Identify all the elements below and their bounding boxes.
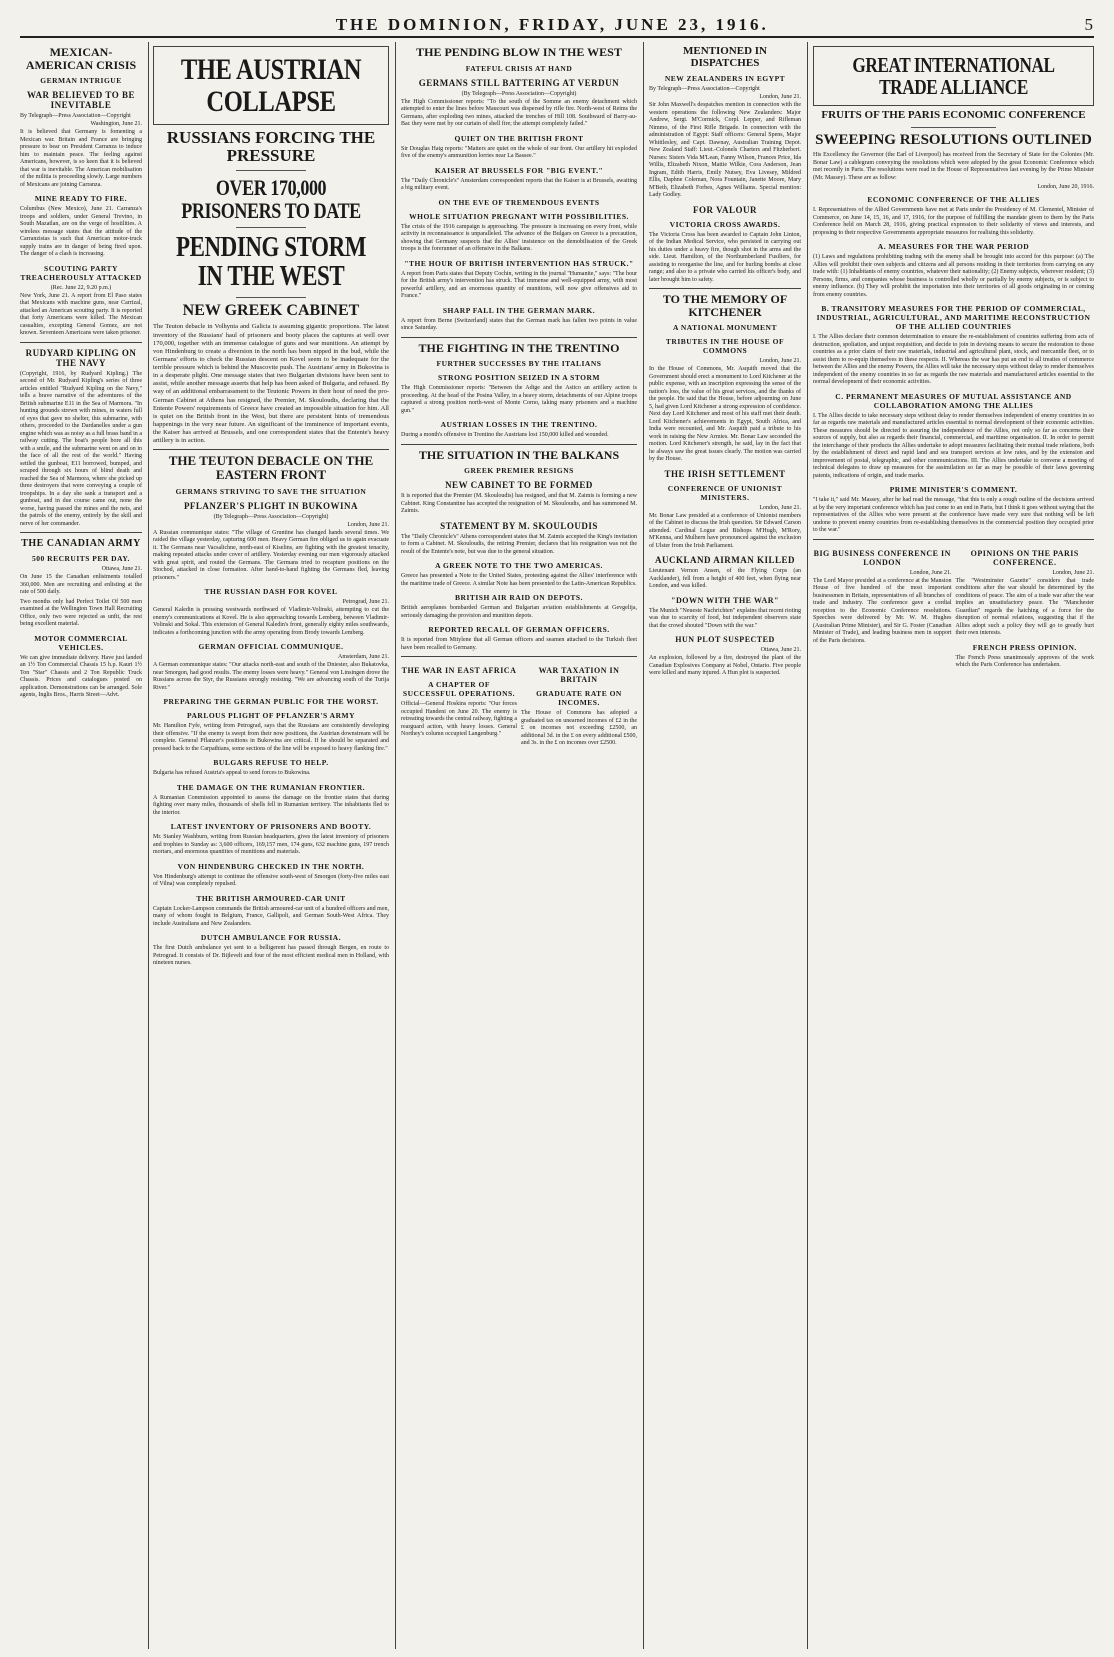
article-text: A Russian communique states: "The village of Gruntine has changed hands several times. We raided the village yesterday, capturing 600 men. Heavy German fire obliged us to again evacuate it. The Germans near Vacsalichne, north-east of Kiselins, are fighting with the greatest tenacity, making repeated attacks under cover of artillery. Yesterday evening our men vigorously attacked with great spirit, and routed the Germans. The Germans tried to recapture positions on the Stochod, attacked in close formation. After hand-to-hand fighting the Germans fled, leaving prisoners." — [153, 529, 389, 581]
subhead: AUSTRIAN LOSSES IN THE TRENTINO. — [440, 420, 598, 430]
subhead: FATEFUL CRISIS AT HAND — [465, 63, 573, 73]
divider — [20, 342, 142, 343]
column-pending-blow — [401, 42, 637, 1649]
article-text: A Rumanian Commission appointed to assess the damage on the frontier states that during fighting over many miles, thousands of shells fell in Rumanian territory. The inhabitants fled to the interior. — [153, 794, 389, 816]
subhead: SCOUTING PARTY TREACHEROUSLY ATTACKED — [20, 263, 142, 282]
dateline: London, June 21. — [909, 569, 952, 576]
dateline: London, June 21. — [759, 358, 801, 365]
subhead: C. PERMANENT MEASURES OF MUTUAL ASSISTANCE AND COLLABORATION AMONG THE ALLIES — [835, 391, 1072, 410]
subhead: A CHAPTER OF SUCCESSFUL OPERATIONS. — [402, 680, 516, 699]
article-text: It is reported that the Premier (M. Skouloudis) has resigned, and that M. Zaimis is forming a new Cabinet. King Constantine has accepted the resignation of M. Skouloudis, and has summoned M. Zaimis. — [401, 493, 637, 515]
article-text: A report from Berne (Switzerland) states that the German mark has fallen two points in value since Saturday. — [401, 317, 637, 332]
dateline: (Rec. June 22, 9.20 p.m.) — [50, 284, 112, 291]
headline-russians: RUSSIANS FORCING THE PRESSURE — [166, 128, 376, 165]
article-text: The High Commissioner reports: "To the south of the Somme an enemy detachment which attempted to enter the lines before Maucourt was dispersed by rifle fire. North-west of Reims the Germans, after exploding two mines, attacked the trenches of Hill 108. Southward of Barry-au-Bac they were met by our curtain of shell fire; the attempt completely failed." — [401, 98, 637, 128]
byline: By Telegraph—Press Association—Copyright — [20, 113, 131, 120]
subhead: GERMANS STILL BATTERING AT VERDUN — [418, 77, 620, 88]
dateline: London, June 21. — [347, 521, 389, 528]
article-text: General Kaledin is pressing westwards northward of Vladimir-Volinski, attempting to cut the enemy's communications at Kovel. He is also approaching towards Lemberg, between Vladimir-Volinski and Sokal. This extension of General Kaledin's front, generally eighty miles southwards, indicates a forthcoming junction with the army operating from Brody towards Lemberg. — [153, 607, 389, 636]
subhead: QUIET ON THE BRITISH FRONT — [454, 133, 584, 143]
article-text: Sir Douglas Haig reports: "Matters are quiet on the whole of our front. Our artillery hit exploded five of the enemy's ammunition lorries near La Bassee." — [401, 145, 637, 160]
column-rule — [643, 42, 644, 1649]
masthead-title: THE DOMINION, FRIDAY, JUNE 23, 1916. — [335, 15, 769, 34]
subhead: THE CANADIAN ARMY — [21, 538, 141, 550]
article-text: The crisis of the 1916 campaign is approaching. The pressure is increasing on every front, while activity in reconnaissance is unparalleled. The advance of the Bulgars on Greece is a precaution, showing that Germany suspects that the Allies' insistence on the demobilisation of the Greek troops is the forerunner of an offensive in the Balkans. — [401, 223, 637, 253]
dateline: Ottawa, June 21. — [760, 647, 801, 654]
headline-paris-conference: FRUITS OF THE PARIS ECONOMIC CONFERENCE — [821, 109, 1086, 122]
divider — [236, 297, 307, 298]
subhead: FRENCH PRESS OPINION. — [972, 642, 1077, 652]
subhead: GREEK PREMIER RESIGNS — [464, 466, 574, 476]
subhead: THE BRITISH ARMOURED-CAR UNIT — [196, 893, 346, 903]
article-text: The first Dutch ambulance yet sent to a belligerent has passed through Bergen, en route to Petrograd. It consists of Dr. Bijlevelt and four of the most efficient medical men in Holland, with nineteen nurses. — [153, 945, 389, 967]
opinions-article — [956, 544, 1095, 672]
article-text: The "Daily Chronicle's" Athens correspondent states that M. Zaimis accepted the King's invitation to form a Cabinet. M. Skouloudis, the retiring Premier, declares that his resignation was not the result of the Entente's note, but was due to the general situation. — [401, 533, 637, 555]
article-text: Von Hindenburg's attempt to continue the offensive south-west of Smorgon (forty-five miles east of Vilna) was completely repulsed. — [153, 873, 389, 888]
article-text: Mr. Bonar Law presided at a conference of Unionist members of the Cabinet to discuss the Irish question. Sir Edward Carson attended. Cardinal Logue and Bishops M'Hugh, M'Rory, M'Kenna, and Mulhern have pronounced against the exclusion of Ulster from the Irish Parliament. — [649, 512, 801, 549]
subhead: "DOWN WITH THE WAR" — [671, 595, 779, 605]
byline: By Telegraph—Press Association—Copyright — [649, 86, 760, 93]
subhead: MOTOR COMMERCIAL VEHICLES. — [34, 633, 128, 652]
subhead: AUCKLAND AIRMAN KILLED — [654, 555, 795, 566]
dateline: Ottawa, June 21. — [101, 566, 142, 573]
article-text: An explosion, followed by a fire, destroyed the plant of the Canadian Explosives Company at Nobel, Ontario. Five people were killed and many injured. A Hun plot is suspected. — [649, 655, 801, 677]
subhead: PREPARING THE GERMAN PUBLIC FOR THE WORST. — [163, 697, 379, 707]
subhead: DUTCH AMBULANCE FOR RUSSIA. — [200, 933, 342, 943]
subhead: REPORTED RECALL OF GERMAN OFFICERS. — [428, 625, 610, 635]
article-text: (Copyright, 1916, by Rudyard Kipling.) The second of Mr. Rudyard Kipling's series of three articles entitled "Rudyard Kipling on the Navy," tells a brave narrative of the adventures of the British submarine E11 in the Sea of Marmora. "In hunting grounds strewn with mines, in waters full of eyes that gave no shelter, this submarine, with others, proceeded to the Dardanelles under a gun engine which was as noisy as a full brass band in a railway cutting. The boat's people bore all this with a smile, and the submarine went on and on in the face of all the rest of the world." Having settled the gunboat, E11 borrowed, bumped, and scraped through six hours of blind death and reached the Sea of Marmora, where she picked up three destroyers that were conveying a couple of troopships. In a day she sank a transport and a gunboat, and in due course came out, none the worse, having passed the mines and the nets, and the patrols of the enemy, entirely by the skill and nerve of her commander. — [20, 370, 142, 527]
subhead: FOR VALOUR — [693, 204, 757, 215]
article-text: In the House of Commons, Mr. Asquith moved that the Government should erect a monument to Lord Kitchener at the public expense, with an inscription expressing the sense of the nation's loss, the value of his great services, and the thanks of the people. He said that the House, before adjourning on June 5, had given Lord Kitchener a strong expression of confidence. Next day Lord Kitchener and most of his staff met their death. Lord Kitchener's achievements in Egypt, South Africa, and India were recounted, and Mr. Asquith paid a tribute to his work in raising the New Armies. Mr. Bonar Law seconded the motion. Lord Kitchener's strength, he said, lay in the fact that he always saw the great issues clearly. The motion was carried by the House. — [649, 366, 801, 463]
dateline: Amsterdam, June 21. — [338, 654, 389, 661]
subhead: ECONOMIC CONFERENCE OF THE ALLIES — [867, 195, 1040, 205]
subhead: A. MEASURES FOR THE WAR PERIOD — [877, 242, 1030, 252]
article-text: Greece has presented a Note to the United States, protesting against the Allies' interference with the maritime trade of Greece. A similar Note has been presented to the Latin-American Republics. — [401, 573, 637, 587]
headline-pending-blow: THE PENDING BLOW IN THE WEST — [416, 45, 622, 59]
divider — [236, 227, 307, 228]
east-africa-article — [401, 661, 517, 750]
divider — [813, 539, 1094, 540]
subhead: LATEST INVENTORY OF PRISONERS AND BOOTY. — [170, 822, 372, 832]
headline-pending-storm: PENDING STORM IN THE WEST — [175, 231, 367, 293]
article-text: I. The Allies declare their common determination to ensure the re-establishment of countries suffering from acts of destruction, spoliation, and unjust requisition, and decide to join in devising means to secure the restoration to those countries as a prior claim of their raw materials, industrial and agricultural plant, stock, and mercantile fleet, or to assist them to re-equip themselves in these respects. II. Whereas the war has put an end to all treaties of commerce between the Allies and the enemy Powers, the Allies will take the necessary steps without delay to render themselves independent of the enemy countries in so far as regards the raw materials and manufactured articles essential to the normal development of their economic activities. — [813, 334, 1094, 386]
subhead: THE RUSSIAN DASH FOR KOVEL — [204, 587, 338, 597]
subhead: BULGARS REFUSE TO HELP. — [213, 758, 329, 768]
subhead: A GREEK NOTE TO THE TWO AMERICAS. — [435, 561, 603, 571]
article-text: The Munich "Neueste Nachrichten" explains that recent rioting was due to scarcity of food, but independent observers state that the crowd shouted "Down with the war." — [649, 607, 801, 629]
divider — [401, 656, 637, 657]
subhead: THE IRISH SETTLEMENT — [664, 468, 786, 479]
article-text: I. Representatives of the Allied Governments have met at Paris under the Presidency of M. Clementel, Minister of Commerce, on June 14, 15, 16, and 17, 1916, for the purpose of fulfilling the mandate given to them by the Paris Conference held on March 28, 1916, giving practical expression to their solidarity of views and interests, and proposing to their respective Governments appropriate measures for realising this solidarity. — [813, 207, 1094, 236]
article-text: The Lord Mayor presided at a conference at the Mansion House of five hundred of the most important businessmen in Britain, representatives of all branches of trade and industry. The conference gave a cordial reception to the Economic Conference resolutions. Speeches were delivered by Mr. W. M. Hughes (Australian Prime Minister), and Sir G. Foster (Canadian Minister of Trade), and leading business men in support of the Paris decisions. — [813, 577, 952, 644]
article-text: The French Press unanimously approves of the work which the Paris Conference has undertaken. — [955, 654, 1094, 669]
column-rule — [148, 42, 149, 1649]
subhead: HUN PLOT SUSPECTED — [675, 635, 775, 645]
headline-trentino: THE FIGHTING IN THE TRENTINO — [418, 340, 620, 355]
article-text: The High Commissioner reports: "Between the Adige and the Astico an artillery action is proceeding. At the head of the Posina Valley, in a heavy storm, detachments of our Alpine troops captured a strong position north-west of Monte Corno, taking many prisoners and a machine gun." — [401, 385, 637, 414]
headline-mexican-crisis: MEXICAN-AMERICAN CRISIS — [25, 45, 137, 72]
subhead: VON HINDENBURG CHECKED IN THE NORTH. — [177, 861, 365, 871]
headline-austrian-collapse: THE AUSTRIAN COLLAPSE — [180, 53, 362, 118]
article-text: The "Daily Chronicle's" Amsterdam correspondent reports that the Kaiser is at Brussels, awaiting a big military event. — [401, 177, 637, 192]
advertisement-text: We can give immediate delivery. Have just landed an 1½ Ton Commercial Chassis 15 h.p. Kauri 1½ Ton "Star" Chassis and 2 Ton Republic Truck Chassis. Prices and catalogues posted on application. Demonstrations can be arranged. Sole agents, Inglis Bros., Harris Street—Advt. — [20, 654, 142, 699]
article-text: Official—General Hoskins reports: "Our forces occupied Handeni on June 20. The enemy is retreating towards the central railway, fighting a rearguard action, with heavy losses. General Northey's column occupied Langenburg." — [401, 701, 517, 738]
subhead: OPINIONS ON THE PARIS CONFERENCE. — [970, 548, 1079, 567]
subhead: A NATIONAL MONUMENT — [673, 323, 777, 333]
subhead: 500 RECRUITS PER DAY. — [32, 554, 130, 564]
subhead: PFLANZER'S PLIGHT IN BUKOWINA — [183, 500, 359, 511]
article-text: "I take it," said Mr. Massey, after he had read the message, "that this is only a rough outline of the decisions arrived at by the very important conference which has just come to an end in Paris, but I think it goes without saying that the representatives of the Allies who were present at the conference have made very sure that nothing will be left undone to prevent enemy countries from re-establishing themselves in the commercial position they occupied prior to the war." — [813, 497, 1094, 534]
article-text: The Victoria Cross has been awarded to Captain John Linton, of the Indian Medical Service, who persisted in carrying out his duties under a heavy fire, though shot in the arms and the side. Lieut. Hamilton, of the Northumberland Fusiliers, for assisting to reorganise the line, and for hurling bombs at close range; and also to a private who carried his officer's body, and later brought him to safety. — [649, 231, 801, 283]
byline: (By Telegraph—Press Association—Copyright) — [213, 513, 329, 520]
subhead: GERMANS STRIVING TO SAVE THE SITUATION — [175, 486, 367, 496]
column-rule — [395, 42, 396, 1649]
article-text: It is believed that Germany is fomenting a Mexican war. Britain and France are bringing pressure to bear on President Carranza to induce him to maintain peace. The feeling against Americans, however, is so keen that it is believed that war is inevitable. The American mobilisation of the militia is proceeding slowly. Large numbers of Mexicans are joining Carranza. — [20, 129, 142, 188]
subhead: NEW ZEALANDERS IN EGYPT — [664, 74, 786, 84]
article-text: The Teuton debacle in Volhynia and Galicia is assuming gigantic proportions. The latest inventory of the Russians' haul of prisoners and booty places the captures at well over 170,000, together with an immense catalogue of guns and war munitions. An attempt by von Hindenburg to create a diversion in the north has been nipped in the bud, while the Germans' efforts to check the Russian descent on Kovel seem to be inadequate for the terrible pressure which is behind the Muscovite push. The Austrians' army in Bukovina is in a desperate plight. One message states that two Bulgarian divisions have been sent to assist, while another message asserts that help has been asked of Bulgaria, and refused. By way of an additional embarrassment to the Teutonic Powers in their hour of need the pro-German Cabinet at Athens has resigned, the Premier, M. Skouloudis, declaring that the Entente Powers' requirements of Greece have created an impossible situation for him. All is quiet on the British front in the West, but there are persistent hints of tremendous happenings in the very near future. An significant of the imminence of important events, the Kaiser has arrived at Brussels, and one correspondent states that the Entente's heavy artillery is in action. — [153, 323, 389, 445]
article-text: Two months only had Perfect Toilet Of 500 men examined at the Wellington Town Hall Recruiting Office, only two were rejected as unfit, the rest being excellent material. — [20, 598, 142, 628]
column-mexican-crisis — [20, 42, 142, 1649]
headline-box — [813, 46, 1094, 106]
subhead: "THE HOUR OF BRITISH INTERVENTION HAS STRUCK." — [404, 258, 634, 268]
subhead: SHARP FALL IN THE GERMAN MARK. — [442, 305, 596, 315]
column-austrian-collapse — [153, 42, 389, 1649]
divider — [236, 170, 307, 171]
masthead — [20, 14, 1094, 38]
article-text: Sir John Maxwell's despatches mention in connection with the western operations the following New Zealanders: Major Andrew, Sergt. M'Cormick, Corpl. Lepper, and Rifleman Nimmo, of the First Rifle Brigade. In connection with the administration of Egypt: Staff officers: General Spens, Major Whittlesley, and Capt. Dawnay, Australian Training Depot. New Zealand Staff: Lieut.-Colonels Charters and Fitzherbert. Nurses: Sisters Vida M'Lean, Fanny Wilson, Frances Price, Ida Willis, Elizabeth Nixon, Mattie Wilkie, Cora Anderson, Jean Ingram, Edith Harris, Emily Nutsey, Eva Livesey, Mildred Ellis, Daphne Coleman, Nora Fountain, Janette Moore, Mary M'Beth, Elizabeth Forbes, Agnes Williams. Special mention: Lady Godley. — [649, 102, 801, 199]
article-text: A report from Paris states that Deputy Cochin, writing in the journal "Humanite," says: "The hour for the British army's intervention has struck. That immense and well-equipped army, with most powerful artillery, and an enormous quantity of munitions, will now give offensives aid to France." — [401, 270, 637, 300]
article-text: British aeroplanes bombarded German and Bulgarian aviation establishments at Gevgelija, seriously damaging the provision and munition depots. — [401, 605, 637, 619]
subhead: THE DAMAGE ON THE RUMANIAN FRONTIER. — [176, 782, 366, 792]
subhead: STRONG POSITION SEIZED IN A STORM — [437, 373, 601, 383]
divider — [153, 449, 389, 450]
divider — [911, 127, 995, 128]
divider — [20, 532, 142, 533]
headline-dispatches: MENTIONED IN DISPATCHES — [682, 45, 768, 69]
subhead: MINE READY TO FIRE. — [34, 194, 128, 204]
article-text: Lieutenant Vernon Ansen, of the Flying Corps (an Aucklander), fell from a height of 400 feet, when flying near London, and was killed. — [649, 568, 801, 590]
subhead: ON THE EVE OF TREMENDOUS EVENTS — [438, 197, 600, 207]
subhead: WHOLE SITUATION PREGNANT WITH POSSIBILITIES. — [409, 211, 629, 221]
subhead: NEW CABINET TO BE FORMED — [445, 480, 593, 491]
subhead: WAR BELIEVED TO BE INEVITABLE — [27, 90, 135, 111]
subhead: BRITISH AIR RAID ON DEPOTS. — [455, 593, 583, 603]
article-text: I. The Allies decide to take necessary steps without delay to render themselves independent of enemy countries in so far as regards raw materials and manufactured articles essential to normal development of their economic activities. These measures should be directed to assuring the independence of the Allies, not only so far as concerns their sources of supply, but also as regards their financial, commercial, and maritime organisation. II. In order to permit the interchange of their products the Allies undertake to adopt measures facilitating their mutual trade relations, both by the establishment of direct and rapid land and sea transport services at low rates, and by the extension and improvement of postal, telegraphic, and other communications. III. The Allies undertake to convene a meeting of technical delegates to draw up measures for the assimilation so far as may be possible of their laws governing patents, indications of origin, and trade marks. — [813, 412, 1094, 479]
column-rule — [807, 42, 808, 1649]
headline-teuton-debacle: THE TEUTON DEBACLE ON THE EASTERN FRONT — [168, 453, 374, 482]
dateline: London, June 21. — [759, 504, 801, 511]
subhead: RUDYARD KIPLING ON THE NAVY — [25, 347, 137, 368]
subhead: TRIBUTES IN THE HOUSE OF COMMONS — [665, 337, 785, 356]
subhead: B. TRANSITORY MEASURES FOR THE PERIOD OF COMMERCIAL, INDUSTRIAL, AGRICULTURAL, AND MARITIME RECONSTRUCTION OF THE ALLIED COUNTRIES — [816, 304, 1091, 332]
divider — [401, 337, 637, 338]
article-text: On June 15 the Canadian enlistments totalled 360,000. Men are recruiting and enlisting at the rate of 500 daily. — [20, 574, 142, 596]
article-text: A German communique states: "Our attacks north-east and south of the Dniester, also Bukatovka, near Smorgon, had good results. The enemy losses were heavy." General von Linsingen drove the Russians across the Styr, the Russians strongly resisting. "We are advancing south of the Turija River." — [153, 662, 389, 691]
subhead: PRIME MINISTER'S COMMENT. — [889, 485, 1018, 495]
subhead: BIG BUSINESS CONFERENCE IN LONDON — [813, 548, 951, 567]
divider — [401, 444, 637, 445]
bottom-split — [401, 661, 637, 750]
dateline: Petrograd, June 21. — [342, 599, 389, 606]
byline: (By Telegraph—Press Association—Copyright) — [461, 90, 577, 97]
article-text: The House of Commons has adopted a graduated tax on unearned incomes of £2 in the £ on incomes not exceeding £2500, an additional 3d. in the £ on every additional £500, and 3s. in the £ on incomes over £2500. — [521, 710, 637, 747]
subhead: VICTORIA CROSS AWARDS. — [669, 219, 781, 229]
page-number: 5 — [1084, 15, 1094, 34]
subhead: GRADUATE RATE ON INCOMES. — [536, 689, 622, 708]
article-text: Captain Locker-Lampson commands the British armoured-car unit of a hundred officers and men, many of whom fought in Belgium, France, Gallipoli, and German South-West Africa. They include Australians and New Zealanders. — [153, 905, 389, 927]
article-text: Bulgaria has refused Austria's appeal to send forces to Bukowina. — [153, 770, 311, 777]
war-taxation-article — [521, 661, 637, 750]
column-trade-alliance — [813, 42, 1094, 1649]
subhead: CONFERENCE OF UNIONIST MINISTERS. — [667, 483, 783, 502]
dateline: London, June 21. — [1052, 569, 1094, 576]
bottom-split — [813, 544, 1094, 672]
subhead: STATEMENT BY M. SKOULOUDIS — [440, 520, 598, 531]
column-dispatches — [649, 42, 801, 1649]
headline-trade-alliance: GREAT INTERNATIONAL TRADE ALLIANCE — [852, 53, 1055, 100]
subhead: GERMAN INTRIGUE — [40, 76, 122, 86]
headline-box — [153, 46, 389, 125]
dateline: London, June 21. — [759, 94, 801, 101]
article-text: Mr. Stanley Washburn, writing from Russian headquarters, gives the latest inventory of prisoners and trophies to Sunday as: 3,600 officers, 169,157 men, 174 guns, 632 machine guns, 197 trench mortars, and enormous quantities of munitions and materials. — [153, 834, 389, 856]
headline-greek-cabinet: NEW GREEK CABINET — [182, 301, 360, 319]
subhead: KAISER AT BRUSSELS FOR "BIG EVENT." — [434, 165, 604, 175]
article-text: It is reported from Mitylene that all German officers and seamen attached to the Turkish fleet have been recalled to Germany. — [401, 637, 637, 651]
business-conference-article — [813, 544, 952, 672]
headline-prisoners: OVER 170,000 PRISONERS TO DATE — [181, 174, 361, 223]
article-text: The "Westminster Gazette" considers that trade conditions after the war should be determined by the conditions of peace. The aim of a trade war after the war implies an unsatisfactory peace. The "Manchester Guardian" regards the hatching of a force for the disruption of normal relations, suggesting that if the Allies adopt such a policy they will go to greatly hurt their own interests. — [955, 577, 1094, 637]
article-text: Mr. Hamilton Fyfe, writing from Petrograd, says that the Russians are consistently developing their offensive. "If the enemy is swept from their now positions, the Austrian downstream will be complete. General Pflanzer's positions in Bukowina are critical. If he should be separated and pressed back to the Carpathians, some sections of the line will be exposed to heavy flanking fire." — [153, 723, 389, 752]
headline-kitchener: TO THE MEMORY OF KITCHENER — [662, 292, 788, 319]
subhead: THE WAR IN EAST AFRICA — [401, 666, 517, 676]
article-text: During a month's offensive in Trentino the Austrians lost 150,000 killed and wounded. — [401, 432, 609, 439]
subhead: PARLOUS PLIGHT OF PFLANZER'S ARMY — [186, 711, 356, 721]
divider — [649, 288, 801, 289]
dateline: London, June 20, 1916. — [1037, 184, 1094, 191]
headline-resolutions: SWEEPING RESOLUTIONS OUTLINED — [815, 131, 1092, 148]
subhead: WAR TAXATION IN BRITAIN — [538, 666, 620, 685]
article-text: Columbus (New Mexico), June 21. Carranza's troops and soldiers, under General Trevino, in South Mazatlan, are on the verge of hostilities. A wireless message states that the attitude of the Carranzistas is such that American motor-truck supply trains are in danger of being fired upon. The danger of a clash is increasing. — [20, 206, 142, 258]
article-text: (1) Laws and regulations prohibiting trading with the enemy shall be brought into accord for this purpose: (a) The Allies will prohibit their own subjects and citizens and all persons residing in their territories from carrying on any trade with: (1) Inhabitants of enemy countries, whatever their nationality; (2) Enemy subjects, wherever resident; (3) Persons, firms, and companies whose business is controlled wholly or partially by enemy subjects, or is subject to enemy influence. (b) They will prohibit the importation into their territories of all goods originating in or coming from enemy countries. — [813, 254, 1094, 298]
subhead: FURTHER SUCCESSES BY THE ITALIANS — [436, 359, 602, 369]
article-text: New York, June 21. A report from El Paso states that Mexicans with machine guns, near Carrizal, attacked an American scouting party. It is reported that forty Americans were killed. The Mexican casualties, excepting General Gomez, are not known. Seventeen Americans were taken prisoner. — [20, 292, 142, 337]
headline-balkans: THE SITUATION IN THE BALKANS — [418, 447, 620, 462]
article-text: His Excellency the Governor (the Earl of Liverpool) has received from the Secretary of State for the Colonies (Mr. Bonar Law) a cablegram conveying the resolutions which were adopted by the great Economic Conference which met recently in Paris. The resolutions were read in the House of Representatives last evening by the Prime Minister (Mr. Massey). These are as follow: — [813, 152, 1094, 181]
dateline: Washington, June 21. — [90, 121, 142, 128]
subhead: GERMAN OFFICIAL COMMUNIQUE. — [198, 642, 344, 652]
